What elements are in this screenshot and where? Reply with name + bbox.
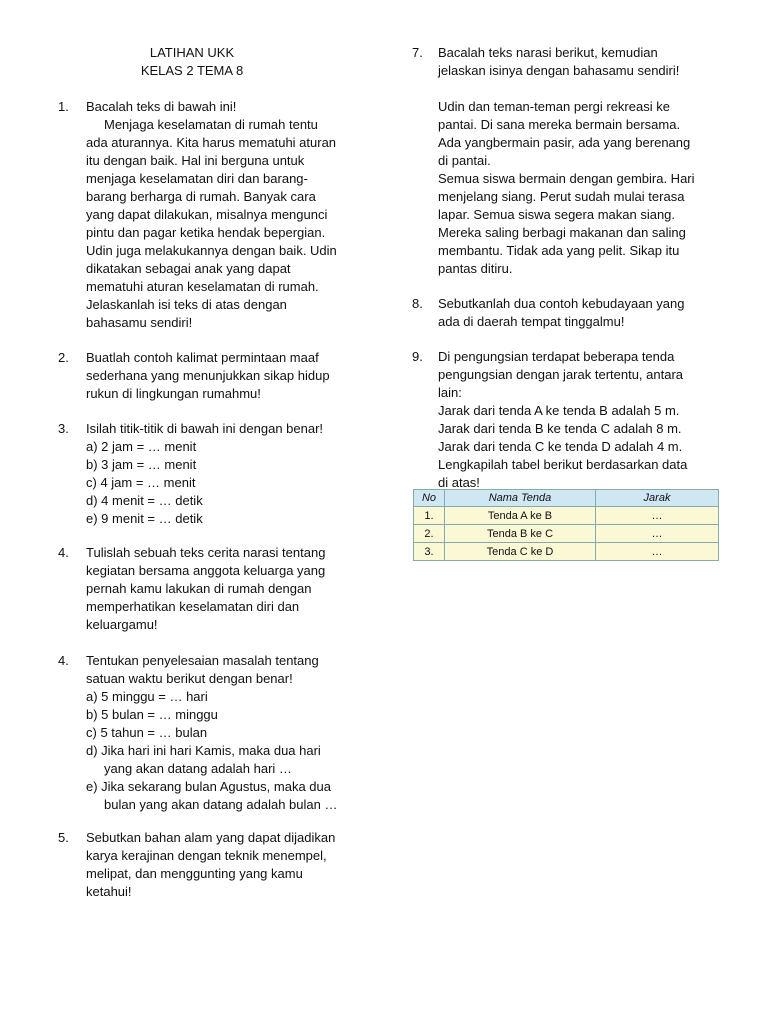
- cell-nama-tenda: Tenda C ke D: [445, 543, 596, 561]
- question-q9-line: Jarak dari tenda B ke tenda C adalah 8 m.: [438, 421, 682, 436]
- question-q1-line: dikatakan sebagai anak yang dapat: [86, 261, 291, 276]
- question-number: 4.: [58, 545, 69, 560]
- question-q1-line: barang berharga di rumah. Banyak cara: [86, 189, 316, 204]
- question-q3-line: e) 9 menit = … detik: [86, 511, 203, 526]
- question-q9-line: Di pengungsian terdapat beberapa tenda: [438, 349, 675, 364]
- cell-no: 1.: [414, 507, 445, 525]
- question-q4a-line: Tulislah sebuah teks cerita narasi tentang: [86, 545, 326, 560]
- question-q9-line: pengungsian dengan jarak tertentu, antara: [438, 367, 684, 382]
- question-q7-line: pantai. Di sana mereka bermain bersama.: [438, 117, 681, 132]
- question-q4b-line: yang akan datang adalah hari …: [104, 761, 292, 776]
- question-q5-line: melipat, dan menggunting yang kamu: [86, 866, 303, 881]
- question-q3-line: d) 4 menit = … detik: [86, 493, 203, 508]
- question-q3-line: Isilah titik-titik di bawah ini dengan benar!: [86, 421, 324, 436]
- question-q7-line: membantu. Tidak ada yang pelit. Sikap itu: [438, 243, 680, 258]
- cell-nama-tenda: Tenda B ke C: [445, 525, 596, 543]
- question-number: 3.: [58, 421, 69, 436]
- question-number: 4.: [58, 653, 69, 668]
- cell-jarak: …: [596, 525, 719, 543]
- cell-jarak: …: [596, 543, 719, 561]
- question-q4b-line: a) 5 minggu = … hari: [86, 689, 208, 704]
- question-q4b-line: c) 5 tahun = … bulan: [86, 725, 208, 740]
- table-row: [414, 525, 719, 543]
- question-q4b-line: d) Jika hari ini hari Kamis, maka dua hari: [86, 743, 321, 758]
- question-q1-line: Jelaskanlah isi teks di atas dengan: [86, 297, 287, 312]
- question-q4b-line: bulan yang akan datang adalah bulan …: [104, 797, 338, 812]
- question-q1-line: ada aturannya. Kita harus mematuhi aturan: [86, 135, 337, 150]
- question-q1-line: yang dapat dilakukan, misalnya mengunci: [86, 207, 328, 222]
- question-q1-line: pintu dan pagar ketika hendak bepergian.: [86, 225, 326, 240]
- question-number: 7.: [412, 45, 423, 60]
- question-q4b-line: Tentukan penyelesaian masalah tentang: [86, 653, 319, 668]
- table-row: [414, 507, 719, 525]
- question-q4a-line: keluargamu!: [86, 617, 158, 632]
- question-q4b-line: b) 5 bulan = … minggu: [86, 707, 218, 722]
- question-q1-line: Menjaga keselamatan di rumah tentu: [104, 117, 318, 132]
- question-q3-line: c) 4 jam = … menit: [86, 475, 196, 490]
- worksheet-title: LATIHAN UKK: [149, 45, 235, 60]
- table-header-row: [414, 490, 719, 507]
- question-q9-line: Jarak dari tenda A ke tenda B adalah 5 m.: [438, 403, 680, 418]
- question-number: 9.: [412, 349, 423, 364]
- question-q1-line: Bacalah teks di bawah ini!: [86, 99, 237, 114]
- question-number: 2.: [58, 350, 69, 365]
- question-q1-line: Udin juga melakukannya dengan baik. Udin: [86, 243, 337, 258]
- question-q5-line: ketahui!: [86, 884, 132, 899]
- question-q5-line: Sebutkan bahan alam yang dapat dijadikan: [86, 830, 336, 845]
- question-q7-line: Bacalah teks narasi berikut, kemudian: [438, 45, 658, 60]
- question-q1-line: bahasamu sendiri!: [86, 315, 193, 330]
- cell-no: 3.: [414, 543, 445, 561]
- question-q2-line: Buatlah contoh kalimat permintaan maaf: [86, 350, 319, 365]
- question-q8-line: ada di daerah tempat tinggalmu!: [438, 314, 625, 329]
- col-header-no: No: [414, 490, 445, 507]
- question-q9-line: Jarak dari tenda C ke tenda D adalah 4 m.: [438, 439, 683, 454]
- question-q7-line: pantas ditiru.: [438, 261, 513, 276]
- question-q4b-line: e) Jika sekarang bulan Agustus, maka dua: [86, 779, 331, 794]
- distance-table: [413, 489, 719, 561]
- cell-jarak: …: [596, 507, 719, 525]
- question-q4a-line: kegiatan bersama anggota keluarga yang: [86, 563, 326, 578]
- question-q1-line: menjaga keselamatan diri dan barang-: [86, 171, 308, 186]
- question-q7-line: menjelang siang. Perut sudah mulai terasa: [438, 189, 685, 204]
- question-q1-line: mematuhi aturan keselamatan di rumah.: [86, 279, 319, 294]
- question-q7-line: Ada yangbermain pasir, ada yang berenang: [438, 135, 691, 150]
- col-header-nama-tenda: Nama Tenda: [445, 490, 596, 507]
- question-q4a-line: memperhatikan keselamatan diri dan: [86, 599, 300, 614]
- table-row: [414, 543, 719, 561]
- cell-nama-tenda: Tenda A ke B: [445, 507, 596, 525]
- question-q3-line: b) 3 jam = … menit: [86, 457, 197, 472]
- question-q4b-line: satuan waktu berikut dengan benar!: [86, 671, 293, 686]
- col-header-jarak: Jarak: [596, 490, 719, 507]
- question-q4a-line: pernah kamu lakukan di rumah dengan: [86, 581, 312, 596]
- question-q7-line: Mereka saling berbagi makanan dan saling: [438, 225, 686, 240]
- question-q2-line: rukun di lingkungan rumahmu!: [86, 386, 261, 401]
- question-q7-line: lapar. Semua siswa segera makan siang.: [438, 207, 676, 222]
- question-q3-line: a) 2 jam = … menit: [86, 439, 197, 454]
- question-q5-line: karya kerajinan dengan teknik menempel,: [86, 848, 327, 863]
- question-number: 8.: [412, 296, 423, 311]
- worksheet-subtitle: KELAS 2 TEMA 8: [140, 63, 244, 78]
- question-q2-line: sederhana yang menunjukkan sikap hidup: [86, 368, 330, 383]
- question-q7-line: Udin dan teman-teman pergi rekreasi ke: [438, 99, 670, 114]
- question-q7-line: di pantai.: [438, 153, 491, 168]
- question-q9-line: Lengkapilah tabel berikut berdasarkan data: [438, 457, 688, 472]
- cell-no: 2.: [414, 525, 445, 543]
- question-number: 1.: [58, 99, 69, 114]
- question-q7-line: jelaskan isinya dengan bahasamu sendiri!: [438, 63, 680, 78]
- question-q1-line: itu dengan baik. Hal ini berguna untuk: [86, 153, 305, 168]
- question-q9-line: di atas!: [438, 475, 480, 490]
- question-q8-line: Sebutkanlah dua contoh kebudayaan yang: [438, 296, 685, 311]
- question-q7-line: Semua siswa bermain dengan gembira. Hari: [438, 171, 695, 186]
- question-q9-line: lain:: [438, 385, 462, 400]
- question-number: 5.: [58, 830, 69, 845]
